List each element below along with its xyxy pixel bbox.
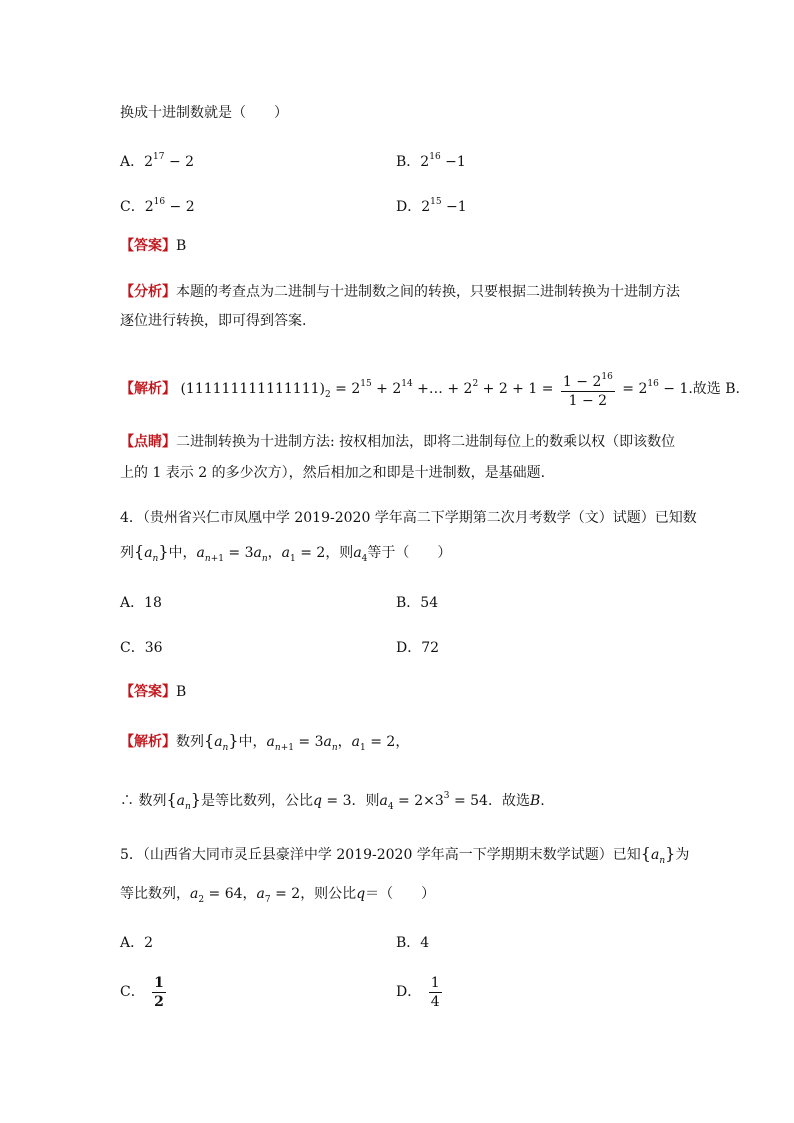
geometric-sum-fraction: $\frac{1 - 2^{16}}{1 - 2}$ xyxy=(561,368,615,410)
q4-solution-line2: ∴ 数列$\{a_n\}$是等比数列，公比q = 3．则$a_4 = 2\times 3^3 = 54$．故选B. xyxy=(120,790,545,812)
q4-option-b: B．54 xyxy=(396,595,439,611)
q3-stem: 换成十进制数就是（ ） xyxy=(120,105,288,121)
solution-tag: 【解析】 xyxy=(120,734,176,750)
q4-option-c: C．36 xyxy=(120,640,163,656)
q3-analysis-line1: 【分析】本题的考查点为二进制与十进制数之间的转换，只要根据二进制转换为十进制方法 xyxy=(120,284,680,300)
q4-answer: 【答案】B xyxy=(120,684,187,700)
analysis-tag: 【分析】 xyxy=(120,284,176,300)
q5-stem-line1: 5．（山西省大同市灵丘县豪洋中学 2019-2020 学年高一下学期期末数学试题）已知$\{a_n\}$为 xyxy=(120,844,690,866)
q3-comment-line2: 上的 1 表示 2 的多少次方），然后相加之和即是十进制数，是基础题. xyxy=(120,465,546,481)
q3-option-c: C．$2^{16} - 2$ xyxy=(120,197,195,215)
q4-option-d: D．72 xyxy=(396,640,440,656)
q3-option-d: D．$2^{15} -1$ xyxy=(396,197,467,215)
q5-option-a: A．2 xyxy=(120,935,154,951)
q3-solution: 【解析】 $(111111111111111)_2 = 2^{15} + 2^{14}$ +… + $2^2 + 2 + 1$ = $\frac{1 - 2^{16}}{1 - 2}$ = $2^{16} - 1$.故选 B. xyxy=(120,361,740,418)
q3-option-a: A．$2^{17} - 2$ xyxy=(120,152,195,170)
answer-tag: 【答案】 xyxy=(120,238,176,254)
q5-option-c: C． $\frac{1}{2}$ xyxy=(120,974,164,1010)
q4-option-a: A．18 xyxy=(120,595,162,611)
solution-tag: 【解析】 xyxy=(120,381,176,397)
q3-answer: 【答案】B xyxy=(120,238,187,254)
fraction-one-quarter: $\frac{1}{4}$ xyxy=(430,974,440,1010)
q4-stem-line1: 4．（贵州省兴仁市凤凰中学 2019-2020 学年高二下学期第二次月考数学（文）试题）已知数 xyxy=(120,510,697,526)
comment-tag: 【点睛】 xyxy=(120,434,176,450)
q3-comment-line1: 【点睛】二进制转换为十进制方法: 按权相加法，即将二进制每位上的数乘以权（即该数位 xyxy=(120,434,676,450)
q3-analysis-line2: 逐位进行转换，即可得到答案. xyxy=(120,313,307,329)
q3-option-b: B．$2^{16} -1$ xyxy=(396,152,466,170)
q5-option-b: B．4 xyxy=(396,935,430,951)
q4-solution-line1: 【解析】数列$\{a_n\}$中，$a_{n+1} = 3a_n$，$a_1 = 2$， xyxy=(120,731,410,753)
fraction-one-half: $\frac{1}{2}$ xyxy=(154,974,164,1010)
q5-option-d: D． $\frac{1}{4}$ xyxy=(396,974,440,1010)
q5-stem-line2: 等比数列，$a_2 = 64$，$a_7 = 2$，则公比q＝（ ） xyxy=(120,886,436,905)
q4-stem-line2: 列$\{a_n\}$中，$a_{n+1} = 3a_n$，$a_1 = 2$，则$a_4$等于（ ） xyxy=(120,542,452,564)
answer-tag: 【答案】 xyxy=(120,684,176,700)
